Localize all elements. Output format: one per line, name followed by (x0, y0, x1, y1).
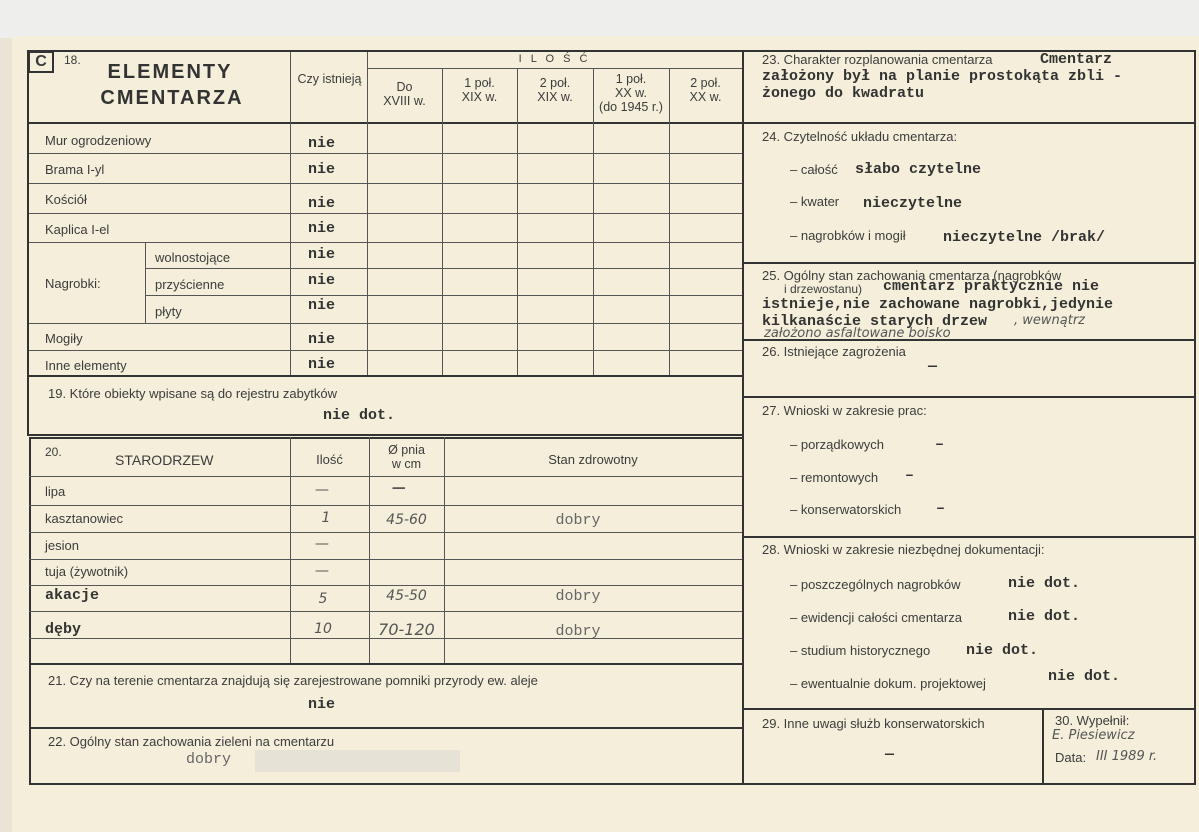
col-header-ilosc: I L O Ś Ć (518, 53, 591, 65)
right-bottom (742, 783, 1196, 785)
q28-item1-value: nie dot. (1008, 575, 1081, 592)
q28-item2-label: – ewidencji całości cmentarza (790, 610, 962, 625)
q27-item2-value: – (905, 467, 915, 484)
starodrzew-title: STARODRZEW (115, 452, 214, 468)
row-label-mogily: Mogiły (45, 331, 83, 346)
row-line (29, 183, 742, 184)
period-header-2: 1 poł. XIX w. (461, 76, 498, 104)
row-line (145, 295, 742, 296)
tree-health-deby: dobry (555, 623, 601, 640)
starodrzew-header-bottom (29, 476, 742, 477)
header-bottom-line (27, 122, 743, 124)
q30-date-value: III 1989 r. (1096, 749, 1158, 764)
q25-handwritten1: , wewnątrz (1014, 313, 1085, 328)
row-label-mur: Mur ogrodzeniowy (45, 133, 152, 148)
q23-line3: żonego do kwadratu (762, 85, 925, 102)
tree-name-deby: dęby (45, 621, 82, 638)
tree-diam-akacje: 45-50 (386, 588, 427, 604)
row-line (29, 323, 742, 324)
q28-item4-value: nie dot. (1048, 668, 1121, 685)
row-label-nagrobki: Nagrobki: (45, 276, 101, 291)
q22-bottom (29, 783, 743, 785)
value-kaplica: nie (308, 220, 336, 237)
q28-bottom (742, 708, 1194, 710)
col-line-5 (669, 68, 670, 375)
q24-bottom (742, 262, 1194, 264)
q25-handwritten2: założono asfaltowane boisko (764, 326, 951, 341)
col-header-health: Stan zdrowotny (548, 452, 638, 467)
q30-label: 30. Wypełnił: (1055, 713, 1130, 728)
row-label-przyscienne: przyścienne (155, 277, 225, 292)
row-label-wolnostojace: wolnostojące (155, 250, 231, 265)
sd-row-line (29, 532, 742, 533)
q23-label: 23. Charakter rozplanowania cmentarza (762, 52, 993, 67)
border-right (1194, 50, 1196, 783)
q29-label: 29. Inne uwagi służb konserwatorskich (762, 716, 985, 731)
tree-count-lipa: — (315, 482, 329, 498)
starodrzew-top (29, 437, 742, 439)
q20-number: 20. (45, 445, 62, 459)
value-przyscienne: nie (308, 272, 336, 289)
q27-item2-label: – remontowych (790, 470, 879, 485)
tree-diam-lipa: — (392, 480, 406, 496)
q26-label: 26. Istniejące zagrożenia (762, 344, 906, 359)
q28-item2-value: nie dot. (1008, 608, 1081, 625)
q27-item3-value: – (936, 500, 946, 517)
row-line (29, 242, 742, 243)
q25-label-line2: i drzewostanu) (784, 282, 863, 296)
erased-area (255, 750, 460, 772)
row-line (29, 153, 742, 154)
value-kosciol: nie (308, 195, 336, 212)
row-line (145, 268, 742, 269)
border-left-21 (29, 664, 31, 783)
q30-divider (1042, 708, 1044, 783)
sd-row-line (29, 611, 742, 612)
q28-item1-label: – poszczególnych nagrobków (790, 577, 961, 592)
center-divider (742, 50, 744, 783)
q27-item1-value: – (935, 436, 945, 453)
q27-item3-label: – konserwatorskich (790, 502, 902, 517)
tree-name-tuja: tuja (żywotnik) (45, 564, 129, 579)
starodrzew-bottom (29, 663, 743, 665)
sd-row-line (29, 559, 742, 560)
q24-label: 24. Czytelność układu cmentarza: (762, 129, 958, 144)
row-line (29, 213, 742, 214)
q28-item3-value: nie dot. (966, 642, 1039, 659)
tree-health-kasztanowiec: dobry (555, 512, 601, 529)
q26-value: — (928, 358, 938, 375)
q25-text2: istnieje,nie zachowane nagrobki,jedynie (762, 296, 1114, 313)
period-header-1: Do XVIII w. (383, 80, 426, 108)
q25-bottom (742, 339, 1194, 341)
border-left-20 (29, 437, 31, 663)
tree-health-akacje: dobry (555, 588, 601, 605)
row-label-inne: Inne elementy (45, 358, 127, 373)
section-18-number: 18. (64, 53, 81, 67)
q30-name: E. Piesiewicz (1052, 728, 1135, 743)
q19-label: 19. Które obiekty wpisane są do rejestru zabytków (48, 386, 338, 401)
tree-count-tuja: — (315, 563, 329, 579)
value-mur: nie (308, 135, 336, 152)
q25-text1: cmentarz praktycznie nie (883, 278, 1100, 295)
value-brama: nie (308, 161, 336, 178)
q25-label-line1: 25. Ogólny stan zachowania cmentarza (nagrobków (762, 268, 1062, 283)
value-mogily: nie (308, 331, 336, 348)
q27-bottom (742, 536, 1194, 538)
value-wolnostojace: nie (308, 246, 336, 263)
row-label-brama: Brama I-yl (45, 162, 105, 177)
q19-bottom (27, 434, 743, 436)
q28-item4-label: – ewentualnie dokum. projektowej (790, 676, 986, 691)
tree-name-jesion: jesion (45, 538, 79, 553)
q19-value: nie dot. (323, 407, 396, 424)
section-18-bottom (27, 375, 743, 377)
q26-bottom (742, 396, 1194, 398)
period-header-3: 2 poł. XIX w. (537, 76, 573, 104)
q23-line1: Cmentarz (1040, 51, 1113, 68)
tree-count-kasztanowiec: 1 (321, 510, 331, 526)
q24-item2-label: – kwater (790, 194, 840, 209)
tree-count-deby: 10 (314, 621, 332, 637)
q24-item3-value: nieczytelne /brak/ (943, 229, 1106, 246)
elements-title-line2: CMENTARZA (100, 87, 244, 109)
tree-diam-kasztanowiec: 45-60 (386, 512, 427, 528)
col-line-4 (593, 68, 594, 375)
section-letter-box: C (28, 51, 54, 73)
q29-value: — (885, 746, 895, 763)
row-label-kaplica: Kaplica I-el (45, 222, 110, 237)
q27-label: 27. Wnioski w zakresie prac: (762, 403, 927, 418)
period-header-5: 2 poł. XX w. (689, 76, 722, 104)
tree-count-akacje: 5 (318, 591, 328, 607)
sd-row-line (29, 585, 742, 586)
value-inne: nie (308, 356, 336, 373)
q28-label: 28. Wnioski w zakresie niezbędnej dokumentacji: (762, 542, 1045, 557)
q30-date-label: Data: (1055, 750, 1087, 765)
tree-name-kasztanowiec: kasztanowiec (45, 511, 124, 526)
q28-item3-label: – studium historycznego (790, 643, 931, 658)
col-line-2 (442, 68, 443, 375)
q27-item1-label: – porządkowych (790, 437, 884, 452)
row-line (29, 350, 742, 351)
tree-count-jesion: — (315, 536, 329, 552)
tree-name-akacje: akacje (45, 587, 100, 604)
ilosc-underline (367, 68, 742, 69)
q21-bottom (29, 727, 743, 729)
col-line-3 (517, 68, 518, 375)
sd-row-line (29, 505, 742, 506)
q21-value: nie (308, 696, 336, 713)
q24-item2-value: nieczytelne (863, 195, 963, 212)
value-plyty: nie (308, 297, 336, 314)
tree-name-lipa: lipa (45, 484, 66, 499)
scan-background-strip (0, 0, 1199, 38)
col-header-exists: Czy istnieją (297, 72, 362, 86)
q23-line2: założony był na planie prostokąta zbli - (762, 68, 1123, 85)
q24-item1-value: słabo czytelne (855, 161, 982, 178)
tree-diam-deby: 70-120 (378, 620, 435, 639)
elements-title-line1: ELEMENTY (107, 61, 233, 83)
row-label-plyty: płyty (155, 304, 182, 319)
q24-item3-label: – nagrobków i mogił (790, 228, 906, 243)
q23-bottom (742, 122, 1194, 124)
col-header-diameter: Ø pnia w cm (388, 443, 425, 471)
nagrobki-divider (145, 242, 146, 323)
q24-item1-label: – całość (790, 162, 838, 177)
col-header-count: Ilość (316, 452, 343, 467)
q22-label: 22. Ogólny stan zachowania zieleni na cmentarzu (48, 734, 335, 749)
q21-label: 21. Czy na terenie cmentarza znajdują się zarejestrowane pomniki przyrody ew. aleje (48, 673, 538, 688)
q25-text3: kilkanaście starych drzew (762, 313, 988, 330)
row-label-kosciol: Kościół (45, 192, 87, 207)
period-header-4: 1 poł. XX w. (do 1945 r.) (599, 72, 663, 114)
q22-value: dobry (186, 751, 232, 768)
